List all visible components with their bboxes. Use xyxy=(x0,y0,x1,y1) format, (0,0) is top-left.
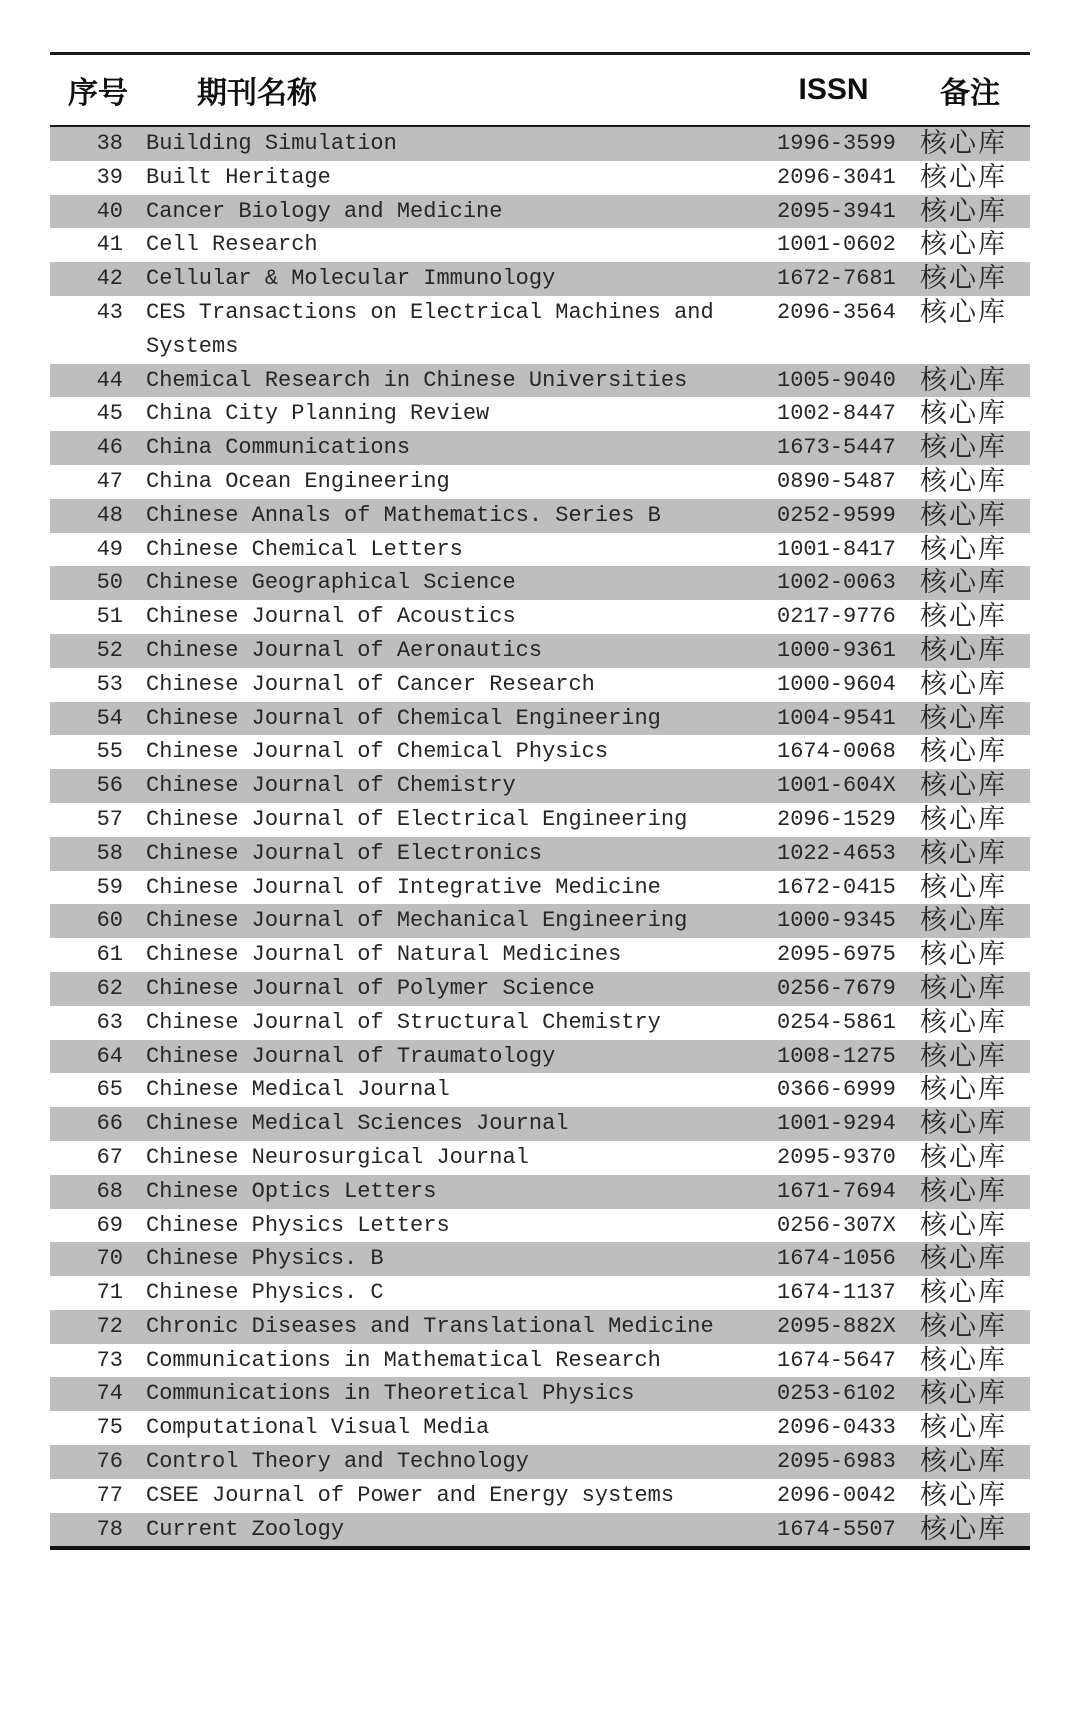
journal-name: China City Planning Review xyxy=(146,401,490,427)
table-row xyxy=(50,431,1030,465)
row-number: 51 xyxy=(96,604,123,630)
issn-value: 1001-8417 xyxy=(777,536,896,562)
row-number: 46 xyxy=(96,435,123,461)
journal-name: Communications in Mathematical Research xyxy=(146,1347,661,1373)
journal-name: CSEE Journal of Power and Energy systems xyxy=(146,1482,675,1508)
row-number: 44 xyxy=(96,367,123,393)
remark-value: 核心库 xyxy=(920,905,1007,936)
table-row xyxy=(50,1411,1030,1445)
table-row xyxy=(50,972,1030,1006)
table-row xyxy=(50,465,1030,499)
row-number: 66 xyxy=(96,1111,123,1137)
remark-value: 核心库 xyxy=(920,837,1007,868)
journal-name: China Communications xyxy=(146,435,411,461)
table-row xyxy=(50,1242,1030,1276)
remark-value: 核心库 xyxy=(920,634,1007,665)
remark-value: 核心库 xyxy=(920,736,1007,767)
issn-value: 1674-1137 xyxy=(777,1280,896,1306)
remark-value: 核心库 xyxy=(920,1074,1007,1105)
remark-value: 核心库 xyxy=(920,803,1007,834)
issn-value: 1022-4653 xyxy=(777,840,896,866)
remark-value: 核心库 xyxy=(920,770,1007,801)
remark-value: 核心库 xyxy=(920,533,1007,564)
row-number: 53 xyxy=(96,671,123,697)
table-row xyxy=(50,228,1030,262)
remark-value: 核心库 xyxy=(920,128,1007,158)
row-number: 69 xyxy=(96,1212,123,1238)
journal-name: Cancer Biology and Medicine xyxy=(146,198,503,224)
journal-name: Chinese Journal of Acoustics xyxy=(146,604,516,630)
col-header-issn: ISSN xyxy=(798,73,869,106)
issn-value: 1000-9361 xyxy=(777,637,896,663)
col-header-number: 序号 xyxy=(68,77,128,110)
issn-value: 1000-9604 xyxy=(777,671,896,697)
remark-value: 核心库 xyxy=(920,1141,1007,1172)
journal-name: Chinese Geographical Science xyxy=(146,570,516,596)
issn-value: 1674-0068 xyxy=(777,739,896,765)
table-row xyxy=(50,533,1030,567)
row-number: 50 xyxy=(96,570,123,596)
journal-name: Chinese Physics. C xyxy=(146,1280,384,1306)
journal-name: Chinese Journal of Structural Chemistry xyxy=(146,1009,661,1035)
table-row xyxy=(50,1209,1030,1243)
journal-name: Computational Visual Media xyxy=(146,1415,490,1441)
journal-name: Chinese Physics. B xyxy=(146,1246,384,1272)
issn-value: 0253-6102 xyxy=(777,1381,896,1407)
journal-name: Chinese Journal of Electronics xyxy=(146,840,543,866)
journal-name: Control Theory and Technology xyxy=(146,1449,529,1475)
journal-name: Cellular & Molecular Immunology xyxy=(146,266,556,292)
remark-value: 核心库 xyxy=(920,1243,1007,1274)
table-row xyxy=(50,1310,1030,1344)
row-number: 68 xyxy=(96,1178,123,1204)
remark-value: 核心库 xyxy=(920,296,1007,327)
row-number: 49 xyxy=(96,536,123,562)
row-number: 47 xyxy=(96,468,123,494)
row-number: 61 xyxy=(96,942,123,968)
table-row xyxy=(50,161,1030,195)
table-row xyxy=(50,904,1030,938)
table-row xyxy=(50,127,1030,161)
table-row xyxy=(50,1107,1030,1141)
table-row xyxy=(50,1175,1030,1209)
issn-value: 1001-0602 xyxy=(777,232,896,258)
table-row xyxy=(50,499,1030,533)
journal-name: Building Simulation xyxy=(146,131,397,156)
row-number: 60 xyxy=(96,908,123,934)
remark-value: 核心库 xyxy=(920,1209,1007,1240)
remark-value: 核心库 xyxy=(920,702,1007,733)
issn-value: 1004-9541 xyxy=(777,705,896,731)
issn-value: 1008-1275 xyxy=(777,1043,896,1069)
issn-value: 2096-3564 xyxy=(777,299,896,325)
issn-value: 0254-5861 xyxy=(777,1009,896,1035)
row-number: 57 xyxy=(96,806,123,832)
table-row xyxy=(50,1276,1030,1310)
remark-value: 核心库 xyxy=(920,1310,1007,1341)
issn-value: 2096-1529 xyxy=(777,806,896,832)
table-row xyxy=(50,769,1030,803)
journal-name: Chinese Journal of Cancer Research xyxy=(146,671,595,697)
row-number: 59 xyxy=(96,874,123,900)
journal-name: Chinese Medical Sciences Journal xyxy=(146,1111,569,1137)
row-number: 77 xyxy=(96,1482,123,1508)
issn-value: 0256-307X xyxy=(777,1212,896,1238)
journal-name: CES Transactions on Electrical Machines and Systems xyxy=(146,299,714,359)
remark-value: 核心库 xyxy=(920,263,1007,294)
journal-name: Chinese Journal of Natural Medicines xyxy=(146,942,622,968)
remark-value: 核心库 xyxy=(920,1175,1007,1206)
col-header-journal: 期刊名称 xyxy=(197,77,317,110)
row-number: 45 xyxy=(96,401,123,427)
journal-name: Built Heritage xyxy=(146,164,331,190)
table-row xyxy=(50,566,1030,600)
table-row xyxy=(50,1040,1030,1074)
journal-list-table xyxy=(50,52,1030,1550)
journal-name: Chinese Physics Letters xyxy=(146,1212,450,1238)
journal-name: Current Zoology xyxy=(146,1516,345,1542)
table-row xyxy=(50,735,1030,769)
table-row xyxy=(50,803,1030,837)
journal-name: Chinese Annals of Mathematics. Series B xyxy=(146,502,661,528)
journal-name: Chinese Journal of Integrative Medicine xyxy=(146,874,661,900)
issn-value: 1996-3599 xyxy=(777,131,896,156)
row-number: 78 xyxy=(96,1516,123,1542)
row-number: 43 xyxy=(96,299,123,325)
remark-value: 核心库 xyxy=(920,1378,1007,1409)
journal-name: Chinese Journal of Chemical Engineering xyxy=(146,705,661,731)
remark-value: 核心库 xyxy=(920,1277,1007,1308)
table-body xyxy=(50,127,1030,1546)
row-number: 41 xyxy=(96,232,123,258)
issn-value: 2095-9370 xyxy=(777,1144,896,1170)
issn-value: 2096-0433 xyxy=(777,1415,896,1441)
row-number: 48 xyxy=(96,502,123,528)
row-number: 73 xyxy=(96,1347,123,1373)
journal-name: Communications in Theoretical Physics xyxy=(146,1381,635,1407)
remark-value: 核心库 xyxy=(920,871,1007,902)
remark-value: 核心库 xyxy=(920,1446,1007,1477)
issn-value: 1673-5447 xyxy=(777,435,896,461)
row-number: 54 xyxy=(96,705,123,731)
table-row xyxy=(50,296,1030,364)
table-row xyxy=(50,397,1030,431)
remark-value: 核心库 xyxy=(920,668,1007,699)
table-row xyxy=(50,195,1030,229)
row-number: 42 xyxy=(96,266,123,292)
row-number: 39 xyxy=(96,164,123,190)
table-row xyxy=(50,1445,1030,1479)
remark-value: 核心库 xyxy=(920,567,1007,598)
table-row xyxy=(50,1479,1030,1513)
issn-value: 1001-604X xyxy=(777,773,896,799)
row-number: 40 xyxy=(96,198,123,224)
journal-name: Chinese Journal of Mechanical Engineering xyxy=(146,908,688,934)
issn-value: 1002-8447 xyxy=(777,401,896,427)
issn-value: 0366-6999 xyxy=(777,1077,896,1103)
table-row xyxy=(50,837,1030,871)
table-row xyxy=(50,634,1030,668)
issn-value: 1674-1056 xyxy=(777,1246,896,1272)
remark-value: 核心库 xyxy=(920,601,1007,632)
remark-value: 核心库 xyxy=(920,1513,1007,1544)
row-number: 55 xyxy=(96,739,123,765)
table-row xyxy=(50,364,1030,398)
remark-value: 核心库 xyxy=(920,1108,1007,1139)
issn-value: 2095-6975 xyxy=(777,942,896,968)
journal-name: Chinese Chemical Letters xyxy=(146,536,463,562)
row-number: 67 xyxy=(96,1144,123,1170)
remark-value: 核心库 xyxy=(920,364,1007,395)
row-number: 76 xyxy=(96,1449,123,1475)
issn-value: 2095-882X xyxy=(777,1313,896,1339)
journal-name: Chinese Optics Letters xyxy=(146,1178,437,1204)
row-number: 56 xyxy=(96,773,123,799)
issn-value: 1674-5507 xyxy=(777,1516,896,1542)
remark-value: 核心库 xyxy=(920,1412,1007,1443)
journal-name: Chinese Journal of Electrical Engineering xyxy=(146,806,688,832)
remark-value: 核心库 xyxy=(920,1040,1007,1071)
row-number: 71 xyxy=(96,1280,123,1306)
remark-value: 核心库 xyxy=(920,1006,1007,1037)
issn-value: 1674-5647 xyxy=(777,1347,896,1373)
remark-value: 核心库 xyxy=(920,972,1007,1003)
row-number: 74 xyxy=(96,1381,123,1407)
issn-value: 0217-9776 xyxy=(777,604,896,630)
journal-name: Chemical Research in Chinese Universities xyxy=(146,367,688,393)
journal-name: Chronic Diseases and Translational Medicine xyxy=(146,1313,714,1339)
issn-value: 0252-9599 xyxy=(777,502,896,528)
remark-value: 核心库 xyxy=(920,1479,1007,1510)
remark-value: 核心库 xyxy=(920,499,1007,530)
table-row xyxy=(50,600,1030,634)
remark-value: 核心库 xyxy=(920,195,1007,226)
journal-name: Chinese Neurosurgical Journal xyxy=(146,1144,529,1170)
journal-name: Cell Research xyxy=(146,232,318,258)
row-number: 64 xyxy=(96,1043,123,1069)
row-number: 70 xyxy=(96,1246,123,1272)
issn-value: 0256-7679 xyxy=(777,975,896,1001)
issn-value: 2095-6983 xyxy=(777,1449,896,1475)
remark-value: 核心库 xyxy=(920,939,1007,970)
remark-value: 核心库 xyxy=(920,161,1007,192)
table-row xyxy=(50,1073,1030,1107)
table-row xyxy=(50,938,1030,972)
row-number: 63 xyxy=(96,1009,123,1035)
row-number: 62 xyxy=(96,975,123,1001)
issn-value: 1002-0063 xyxy=(777,570,896,596)
remark-value: 核心库 xyxy=(920,1344,1007,1375)
row-number: 58 xyxy=(96,840,123,866)
journal-name: Chinese Journal of Chemistry xyxy=(146,773,516,799)
table-row xyxy=(50,668,1030,702)
col-header-remark: 备注 xyxy=(940,77,1000,110)
journal-name: China Ocean Engineering xyxy=(146,468,450,494)
issn-value: 2095-3941 xyxy=(777,198,896,224)
issn-value: 1671-7694 xyxy=(777,1178,896,1204)
row-number: 65 xyxy=(96,1077,123,1103)
issn-value: 1001-9294 xyxy=(777,1111,896,1137)
issn-value: 1000-9345 xyxy=(777,908,896,934)
issn-value: 1672-7681 xyxy=(777,266,896,292)
issn-value: 0890-5487 xyxy=(777,468,896,494)
table-row xyxy=(50,1513,1030,1547)
remark-value: 核心库 xyxy=(920,432,1007,463)
row-number: 72 xyxy=(96,1313,123,1339)
issn-value: 2096-3041 xyxy=(777,164,896,190)
table-row xyxy=(50,1141,1030,1175)
table-row xyxy=(50,871,1030,905)
table-row xyxy=(50,262,1030,296)
issn-value: 1005-9040 xyxy=(777,367,896,393)
table-row xyxy=(50,1344,1030,1378)
row-number: 38 xyxy=(96,131,123,156)
issn-value: 2096-0042 xyxy=(777,1482,896,1508)
journal-name: Chinese Medical Journal xyxy=(146,1077,450,1103)
journal-name: Chinese Journal of Chemical Physics xyxy=(146,739,609,765)
row-number: 52 xyxy=(96,637,123,663)
remark-value: 核心库 xyxy=(920,465,1007,496)
row-number: 75 xyxy=(96,1415,123,1441)
journal-name: Chinese Journal of Aeronautics xyxy=(146,637,543,663)
remark-value: 核心库 xyxy=(920,398,1007,429)
journal-name: Chinese Journal of Polymer Science xyxy=(146,975,595,1001)
table-header-row xyxy=(50,55,1030,127)
issn-value: 1672-0415 xyxy=(777,874,896,900)
table-row xyxy=(50,702,1030,736)
table-row xyxy=(50,1377,1030,1411)
journal-name: Chinese Journal of Traumatology xyxy=(146,1043,556,1069)
table-row xyxy=(50,1006,1030,1040)
remark-value: 核心库 xyxy=(920,229,1007,260)
